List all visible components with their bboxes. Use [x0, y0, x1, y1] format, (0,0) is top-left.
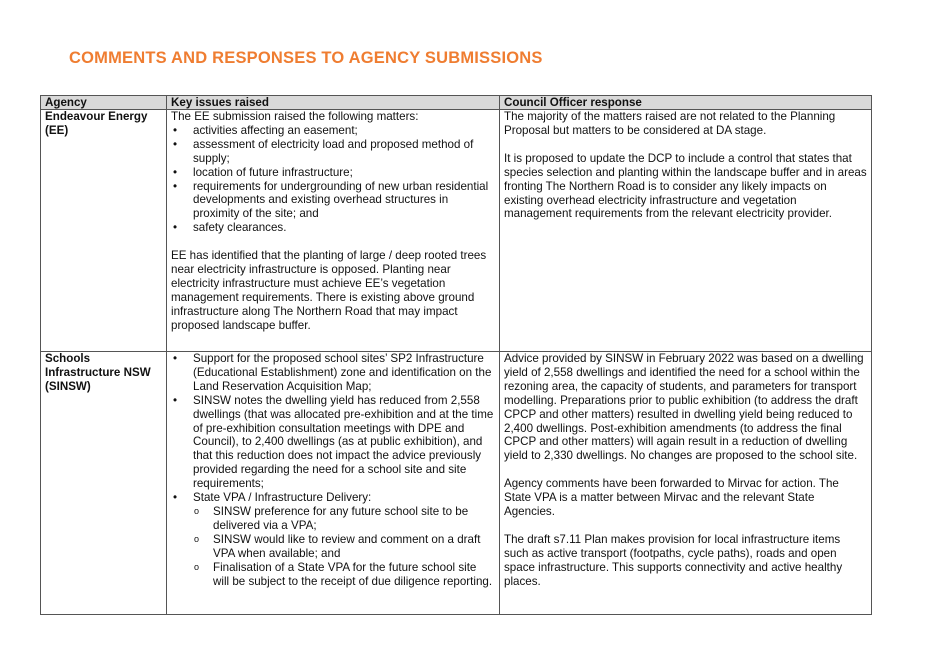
- sub-issues-list: [171, 505, 495, 588]
- response-paragraph: It is proposed to update the DCP to include a control that states that species selection and planting within the landscape buffer and in areas fronting The Northern Road is to consider any likely impacts on existing overhead electricity infrastructure and vegetation management requirements from the relevant electricity provider.: [504, 151, 867, 221]
- issues-paragraph: EE has identified that the planting of large / deep rooted trees near electricity infrastructure is opposed. Planting near electricity infrastructure must achieve EE’s vegetation management requirements. There is existing above ground infrastructure along The Northern Road that may impact proposed landscape buffer.: [171, 249, 487, 332]
- table-row: [41, 110, 872, 352]
- response-paragraph: The majority of the matters raised are not related to the Planning Proposal but matters to be considered at DA stage.: [504, 110, 836, 137]
- sub-list-item: o SINSW preference for any future school site to be delivered via a VPA;: [171, 505, 495, 533]
- list-item-label: State VPA / Infrastructure Delivery:: [193, 491, 372, 505]
- agency-submissions-table: [40, 95, 872, 615]
- issues-list: [171, 124, 495, 235]
- list-item: • SINSW notes the dwelling yield has reduced from 2,558 dwellings (that was allocated pre-exhibition and at the time of pre-exhibition consultation meetings with DPE and Council), to 2,400 dwellings (as at public exhibition), and that this reduction does not impact the advice previously provided regarding the need for a school site and site requirements;: [171, 394, 495, 491]
- issues-intro: The EE submission raised the following matters:: [171, 110, 419, 123]
- response-paragraph: The draft s7.11 Plan makes provision for local infrastructure items such as active transport (footpaths, cycle paths), roads and open space infrastructure. This supports connectivity and active healthy places.: [504, 532, 843, 588]
- response-cell: [500, 352, 872, 615]
- sub-list-item: o Finalisation of a State VPA for the future school site will be subject to the receipt of due diligence reporting.: [171, 561, 495, 589]
- list-item: • Support for the proposed school sites’ SP2 Infrastructure (Educational Establishment) zone and identification on the Land Reservation Acquisition Map;: [171, 352, 495, 394]
- issues-cell: [167, 110, 500, 352]
- list-item: • assessment of electricity load and proposed method of supply;: [171, 138, 495, 166]
- issues-list: [171, 352, 495, 588]
- issues-cell: [167, 352, 500, 615]
- table-row: [41, 352, 872, 615]
- list-item: [171, 491, 495, 588]
- table-header-row: [41, 96, 872, 110]
- header-key-issues: Key issues raised: [167, 96, 500, 110]
- response-paragraph: Advice provided by SINSW in February 2022 was based on a dwelling yield of 2,558 dwellings and identified the need for a school within the rezoning area, the capacity of students, and parameters for transport modelling. Preparations prior to public exhibition (to address the draft CPCP and other matters) resulted in dwelling yield being reduced to 2,400 dwellings. Post-exhibition amendments (to address the final CPCP and other matters) will again result in a reduction of dwelling yield to 2,330 dwellings. No changes are proposed to the school site.: [504, 352, 864, 463]
- list-item: • safety clearances.: [171, 221, 495, 235]
- page-heading: COMMENTS AND RESPONSES TO AGENCY SUBMISSIONS: [69, 49, 543, 67]
- response-paragraph: Agency comments have been forwarded to Mirvac for action. The State VPA is a matter between Mirvac and the relevant State Agencies.: [504, 477, 839, 519]
- list-item: • requirements for undergrounding of new urban residential developments and existing overhead structures in proximity of the site; and: [171, 180, 495, 222]
- list-item: • location of future infrastructure;: [171, 166, 495, 180]
- sub-list-item: o SINSW would like to review and comment on a draft VPA when available; and: [171, 533, 495, 561]
- agency-cell: Schools Infrastructure NSW (SINSW): [41, 352, 167, 615]
- agency-cell: Endeavour Energy (EE): [41, 110, 167, 352]
- header-agency: Agency: [41, 96, 167, 110]
- list-item: • activities affecting an easement;: [171, 124, 495, 138]
- header-council-response: Council Officer response: [500, 96, 872, 110]
- response-cell: [500, 110, 872, 352]
